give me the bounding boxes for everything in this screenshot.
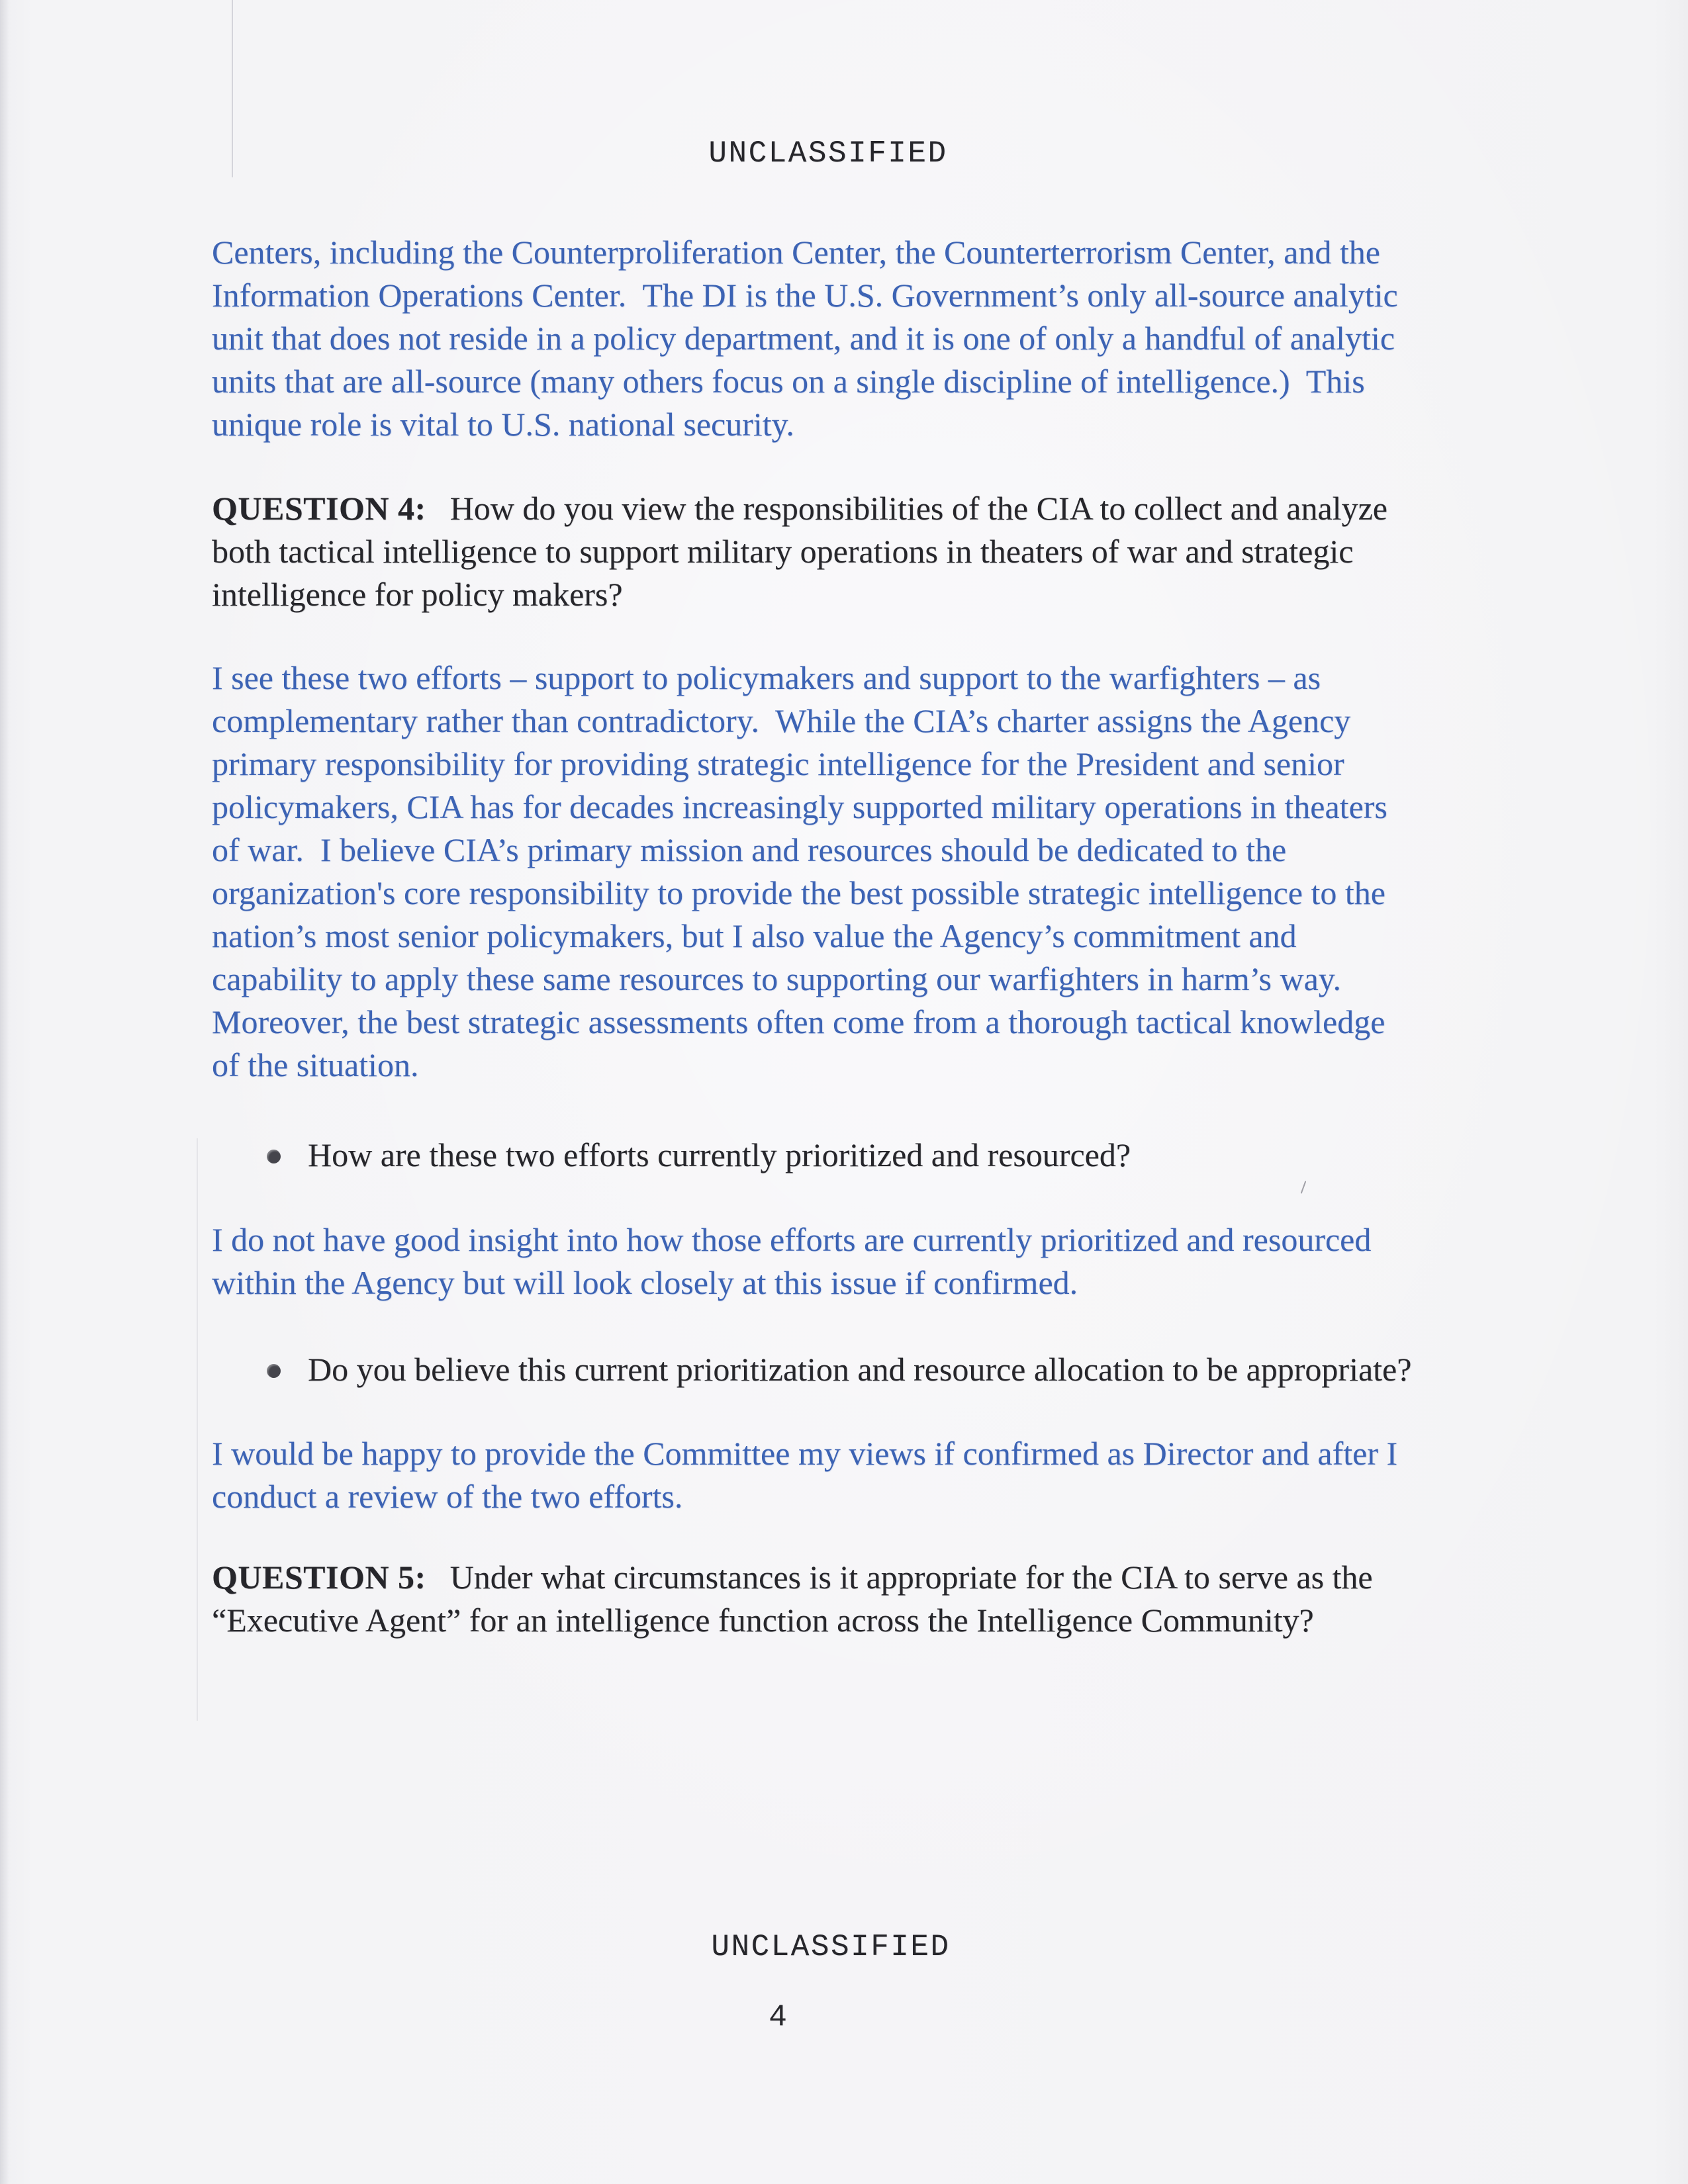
question-4-paragraph — [212, 487, 1412, 616]
bullet-answer-2-paragraph: I would be happy to provide the Committee my views if confirmed as Director and after I conduct a review of the two efforts. — [212, 1435, 1406, 1515]
question-4-text: How do you view the responsibilities of the CIA to collect and analyze both tactical intelligence to support military operations in theaters of war and strategic intelligence for policy makers? — [212, 490, 1396, 613]
bullet-answer-1-paragraph: I do not have good insight into how those efforts are currently prioritized and resourced within the Agency but will look closely at this issue if confirmed. — [212, 1221, 1380, 1301]
classification-header: UNCLASSIFIED — [708, 136, 948, 171]
question-5-text: Under what circumstances is it appropriate for the CIA to serve as the “Executive Agent” for an intelligence function across the Intelligence Community? — [212, 1559, 1382, 1639]
scan-edge-shading — [0, 0, 9, 2184]
bullet-icon — [267, 1364, 281, 1378]
bullet-question-1-text: How are these two efforts currently prioritized and resourced? — [308, 1136, 1131, 1173]
scan-artifact-line — [232, 0, 233, 177]
scan-artifact-fold — [197, 1138, 198, 1721]
bullet-question-1 — [212, 1134, 1412, 1177]
bullet-question-2 — [212, 1348, 1412, 1391]
bullet-question-2-text: Do you believe this current prioritization and resource allocation to be appropriate? — [308, 1351, 1412, 1388]
document-body — [212, 231, 1412, 1642]
bullet-icon — [267, 1150, 281, 1163]
question-4-answer-paragraph: I see these two efforts – support to policymakers and support to the warfighters – as complementary rather than contradictory. While the CIA’s charter assigns the Agency primary responsibility for providing strategic intelligence for the President and senior policymakers, CIA has for decades increasingly supported military operations in theaters of war. I believe CIA’s primary mission and resources should be dedicated to the organization's core responsibility to provide the best possible strategic intelligence to the nation’s most senior policymakers, but I also value the Agency’s commitment and capability to apply these same resources to supporting our warfighters in harm’s way. Moreover, the best strategic assessments often come from a thorough tactical knowledge of the situation. — [212, 659, 1396, 1083]
question-5-label: QUESTION 5: — [212, 1559, 426, 1596]
question-4-label: QUESTION 4: — [212, 490, 426, 527]
classification-footer: UNCLASSIFIED — [711, 1930, 951, 1964]
page-number: 4 — [769, 2000, 787, 2034]
carryover-answer-paragraph: Centers, including the Counterproliferation Center, the Counterterrorism Center, and the Information Operations Center. The DI is the U.S. Government’s only all-source analytic unit that does not reside in a policy department, and it is one of only a handful of analytic units that are all-source (many others focus on a single discipline of intelligence.) This unique role is vital to U.S. national security. — [212, 234, 1407, 443]
question-5-paragraph — [212, 1556, 1412, 1642]
